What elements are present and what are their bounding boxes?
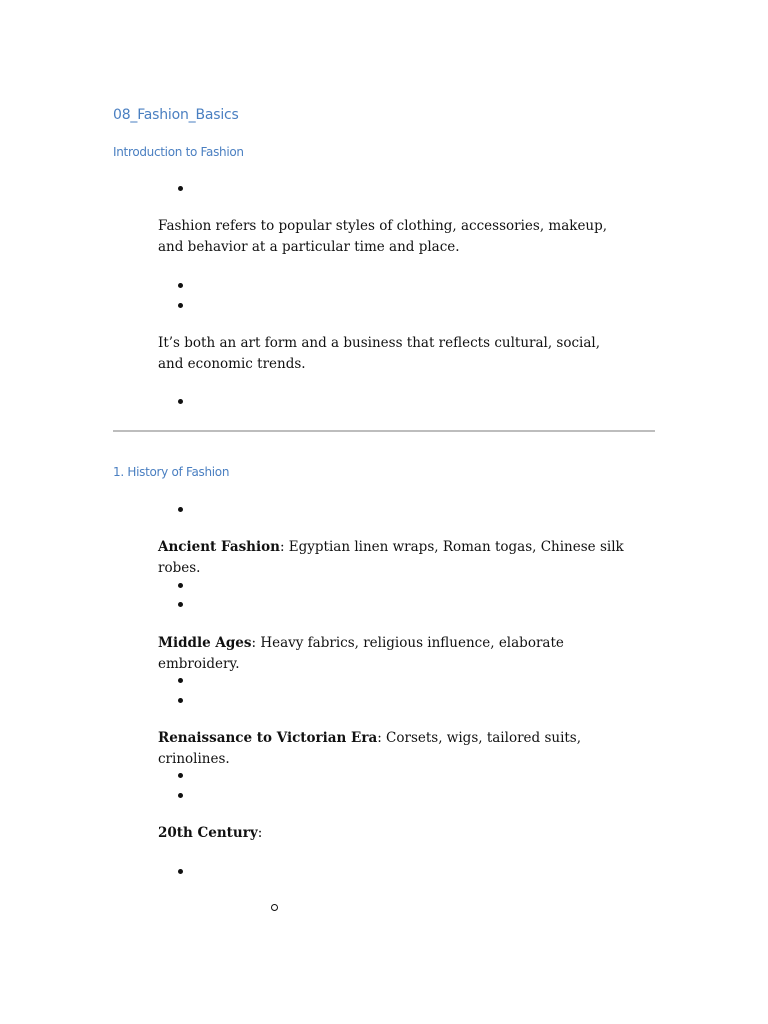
bullet-point [178,283,183,288]
history-term: 20th Century [158,825,258,841]
bullet-point [178,507,183,512]
intro-paragraph-1: Fashion refers to popular styles of clothing, accessories, makeup, and behavior at a particular time and place. [158,218,608,255]
section-heading-history: 1. History of Fashion [113,465,230,479]
bullet-point [178,793,183,798]
bullet-point [178,773,183,778]
document-title: 08_Fashion_Basics [113,107,239,123]
history-text: : [257,825,263,841]
history-item-renaissance [158,728,628,770]
sub-bullet-point [271,904,278,911]
bullet-point [178,399,183,404]
section-heading-introduction: Introduction to Fashion [113,145,244,159]
bullet-point [178,186,183,191]
horizontal-divider [113,430,655,432]
history-text: : Heavy fabrics, religious influence, elaborate embroidery. [158,635,564,672]
history-item-ancient [158,537,628,579]
history-term: Middle Ages [158,635,252,651]
bullet-point [178,583,183,588]
bullet-point [178,678,183,683]
bullet-point [178,698,183,703]
intro-paragraph-2: It’s both an art form and a business that reflects cultural, social, and economic trends. [158,335,601,372]
history-term: Renaissance to Victorian Era [158,730,378,746]
history-term: Ancient Fashion [158,539,280,555]
history-item-middle-ages [158,633,628,675]
history-text: : Egyptian linen wraps, Roman togas, Chinese silk robes. [158,539,624,576]
bullet-point [178,303,183,308]
history-text: : Corsets, wigs, tailored suits, crinolines. [158,730,582,767]
bullet-point [178,602,183,607]
history-item-20th-century [158,823,628,844]
bullet-point [178,869,183,874]
